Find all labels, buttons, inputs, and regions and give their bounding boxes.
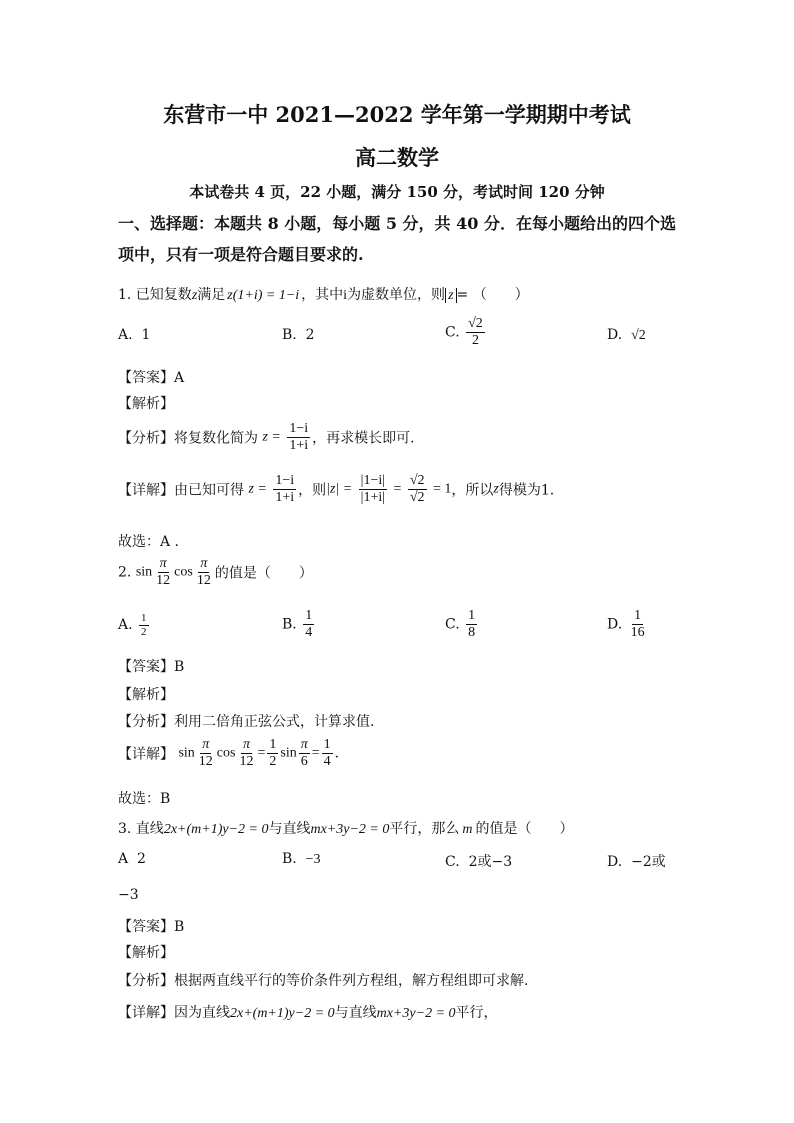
q3-option-c: C. 2或−3 (445, 854, 513, 870)
q3-option-a: A 2 (118, 851, 146, 867)
q3-option-d: D. −2或 (607, 854, 666, 870)
q1-option-d: D. √2 (607, 327, 646, 343)
exam-title: 东营市一中 2021—2022 学年第一学期期中考试 (163, 102, 631, 127)
question-2-stem: 2. sin $\frac{\pi}{12}$ cos $\frac{\pi}{12}$ 的值是（ ） (118, 556, 313, 589)
q2-solution: 【详解】 sin $\frac{\pi}{12}$ cos $\frac{\pi}{12}$ = $\frac{1}{2}$ sin $\frac{\pi}{6}$ = $\frac{1}{4}$ . (118, 737, 340, 770)
q3-solution: 【详解】因为直线2x+(m+1)y−2 = 0与直线mx+3y−2 = 0平行， (118, 1005, 498, 1021)
q2-option-a: A. $\frac{1}{2}$ (118, 612, 147, 638)
q2-conclusion: 故选：B (118, 791, 171, 807)
q1-answer: 【答案】A (118, 370, 185, 386)
q2-jiexi-label: 【解析】 (118, 687, 174, 703)
q3-analysis: 【分析】根据两直线平行的等价条件列方程组，解方程组即可求解. (118, 973, 529, 989)
q3-answer: 【答案】B (118, 919, 185, 935)
subject-title: 高二数学 (355, 145, 439, 170)
q1-solution: 【详解】由已知可得 z = $\frac{1-i}{1+i}$ ，则|z| = $\frac{|1-i|}{|1+i|}$ = $\frac{√2}{√2}$ = 1，所以z得模为1. (118, 473, 555, 506)
q2-answer: 【答案】B (118, 659, 185, 675)
q2-analysis: 【分析】利用二倍角正弦公式，计算求值. (118, 714, 375, 730)
q3-option-d-continued: −3 (118, 887, 139, 903)
q2-option-c: C. $\frac{1}{8}$ (445, 608, 476, 641)
section-heading-line1: 一、选择题：本题共 8 小题，每小题 5 分，共 40 分．在每小题给出的四个选 (118, 214, 676, 233)
q3-option-b: B. −3 (282, 851, 321, 867)
q1-jiexi-label: 【解析】 (118, 396, 174, 412)
question-3-stem: 3. 直线2x+(m+1)y−2 = 0与直线mx+3y−2 = 0平行，那么 m 的值是（ ） (118, 821, 574, 837)
q1-option-c: C. $\frac{√2}{2}$ (445, 316, 483, 349)
q1-conclusion: 故选：A . (118, 534, 180, 550)
q3-jiexi-label: 【解析】 (118, 945, 174, 961)
q1-option-b: B. 2 (282, 327, 315, 343)
question-1-stem: 1. 已知复数z满足 z(1+i) = 1−i ，其中i为虚数单位，则 z = （ ） (118, 287, 529, 303)
section-heading-line2: 项中，只有一项是符合题目要求的. (118, 245, 364, 264)
q1-analysis: 【分析】将复数化简为 z = $\frac{1-i}{1+i}$ ，再求模长即可. (118, 421, 415, 454)
q2-option-b: B. $\frac{1}{4}$ (282, 608, 313, 641)
q2-option-d: D. $\frac{1}{16}$ (607, 608, 645, 641)
exam-info: 本试卷共 4 页，22 小题，满分 150 分，考试时间 120 分钟 (189, 183, 605, 201)
q1-option-a: A. 1 (118, 327, 151, 343)
